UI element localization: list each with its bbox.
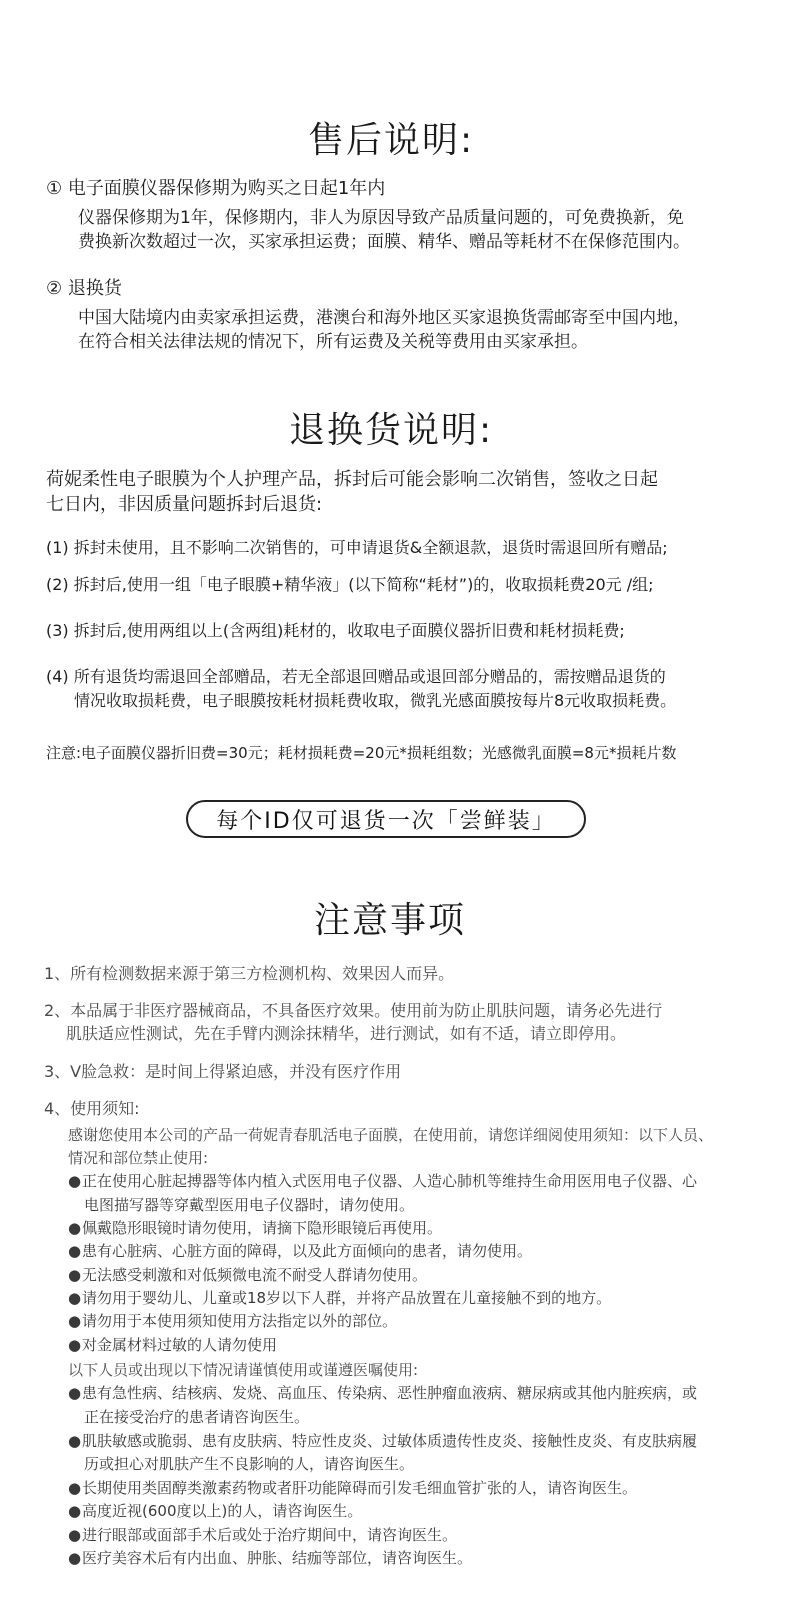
returns-rule-1: (1) 拆封未使用，且不影响二次销售的，可申请退货&全额退款，退货时需退回所有赠品;	[46, 538, 668, 557]
caution-item: ●高度近视(600度以上)的人，请咨询医生。	[68, 1502, 363, 1520]
forbidden-item: ●请勿用于婴幼儿、儿童或18岁以下人群，并将产品放置在儿童接触不到的地方。	[68, 1289, 612, 1307]
forbidden-item: ●正在使用心脏起搏器等体内植入式医用电子仪器、人造心肺机等维持生命用医用电子仪器、心	[68, 1172, 698, 1190]
returns-rule-2: (2) 拆封后,使用一组「电子眼膜+精华液」(以下简称“耗材”)的，收取损耗费20元 /组;	[46, 575, 654, 594]
bullet-icon: ●	[68, 1432, 82, 1450]
bullet-icon: ●	[68, 1219, 82, 1237]
return-text-line2: 在符合相关法律法规的情况下，所有运费及关税等费用由买家承担。	[78, 332, 588, 352]
notice-item-1: 1、所有检测数据来源于第三方检测机构、效果因人而异。	[44, 964, 455, 983]
warranty-text-line2: 费换新次数超过一次，买家承担运费；面膜、精华、赠品等耗材不在保修范围内。	[78, 232, 690, 252]
return-heading: ② 退换货	[46, 278, 122, 299]
forbidden-item: ●对金属材料过敏的人请勿使用	[68, 1336, 278, 1354]
bullet-icon: ●	[68, 1266, 82, 1284]
bullet-icon: ●	[68, 1549, 82, 1567]
bullet-icon: ●	[68, 1526, 82, 1544]
bullet-icon: ●	[68, 1336, 82, 1354]
caution-item: ●进行眼部或面部手术后或处于治疗期间中，请咨询医生。	[68, 1526, 458, 1544]
usage-intro-line1: 感谢您使用本公司的产品一荷妮青春肌活电子面膜，在使用前，请您详细阅使用须知：以下人员、	[68, 1126, 714, 1144]
returns-rule-3: (3) 拆封后,使用两组以上(含两组)耗材的，收取电子面膜仪器折旧费和耗材损耗费;	[46, 621, 625, 640]
usage-intro-line2: 情况和部位禁止使用:	[68, 1149, 209, 1167]
caution-item-cont: 历或担心对肌肤产生不良影响的人，请咨询医生。	[84, 1455, 415, 1473]
returns-intro-line1: 荷妮柔性电子眼膜为个人护理产品，拆封后可能会影响二次销售，签收之日起	[46, 469, 658, 490]
one-return-per-id-badge: 每个ID仅可退货一次「尝鲜装」	[186, 800, 586, 838]
returns-title: 退换货说明:	[289, 410, 494, 451]
caution-item: ●患有急性病、结核病、发烧、高血压、传染病、恶性肿瘤血液病、糖尿病或其他内脏疾病，或	[68, 1384, 698, 1402]
returns-rule-4-line1: (4) 所有退货均需退回全部赠品，若无全部退回赠品或退回部分赠品的，需按赠品退货的	[46, 667, 666, 686]
warranty-heading: ① 电子面膜仪器保修期为购买之日起1年内	[46, 178, 386, 199]
caution-item: ●肌肤敏感或脆弱、患有皮肤病、特应性皮炎、过敏体质遗传性皮炎、接触性皮炎、有皮肤病履	[68, 1432, 698, 1450]
notice-item-2-line2: 肌肤适应性测试，先在手臂内测涂抹精华，进行测试，如有不适，请立即停用。	[66, 1024, 627, 1043]
returns-fee-note: 注意:电子面膜仪器折旧费=30元；耗材损耗费=20元*损耗组数；光感微乳面膜=8元*损耗片数	[46, 744, 677, 762]
caution-item: ●医疗美容术后有内出血、肿胀、结痂等部位，请咨询医生。	[68, 1549, 473, 1567]
forbidden-item: ●患有心脏病、心脏方面的障碍，以及此方面倾向的患者，请勿使用。	[68, 1242, 533, 1260]
bullet-icon: ●	[68, 1479, 82, 1497]
returns-intro-line2: 七日内，非因质量问题拆封后退货:	[46, 494, 323, 515]
bullet-icon: ●	[68, 1242, 82, 1260]
forbidden-item: ●无法感受刺激和对低频微电流不耐受人群请勿使用。	[68, 1266, 428, 1284]
notice-title: 注意事项	[314, 900, 467, 941]
bullet-icon: ●	[68, 1312, 82, 1330]
after-sales-title: 售后说明:	[308, 120, 475, 161]
notice-item-3: 3、V脸急救：是时间上得紧迫感，并没有医疗作用	[44, 1062, 402, 1081]
notice-item-2-line1: 2、本品属于非医疗器械商品，不具备医疗效果。使用前为防止肌肤问题，请务必先进行	[44, 1001, 663, 1020]
bullet-icon: ●	[68, 1172, 82, 1190]
caution-item-cont: 正在接受治疗的患者请咨询医生。	[84, 1408, 310, 1426]
return-text-line1: 中国大陆境内由卖家承担运费，港澳台和海外地区买家退换货需邮寄至中国内地，	[78, 308, 690, 328]
forbidden-item: ●请勿用于本使用须知使用方法指定以外的部位。	[68, 1312, 398, 1330]
forbidden-item-cont: 电图描写器等穿戴型医用电子仪器时，请勿使用。	[84, 1196, 415, 1214]
forbidden-item: ●佩戴隐形眼镜时请勿使用，请摘下隐形眼镜后再使用。	[68, 1219, 443, 1237]
bullet-icon: ●	[68, 1502, 82, 1520]
returns-rule-4-line2: 情况收取损耗费，电子眼膜按耗材损耗费收取，微乳光感面膜按每片8元收取损耗费。	[74, 691, 677, 710]
notice-item-4: 4、使用须知:	[44, 1099, 140, 1118]
bullet-icon: ●	[68, 1384, 82, 1402]
bullet-icon: ●	[68, 1289, 82, 1307]
warranty-text-line1: 仪器保修期为1年，保修期内，非人为原因导致产品质量问题的，可免费换新，免	[78, 208, 684, 228]
caution-item: ●长期使用类固醇类激素药物或者肝功能障碍而引发毛细血管扩张的人，请咨询医生。	[68, 1479, 638, 1497]
caution-intro: 以下人员或出现以下情况请谨慎使用或谨遵医嘱使用:	[68, 1361, 419, 1379]
